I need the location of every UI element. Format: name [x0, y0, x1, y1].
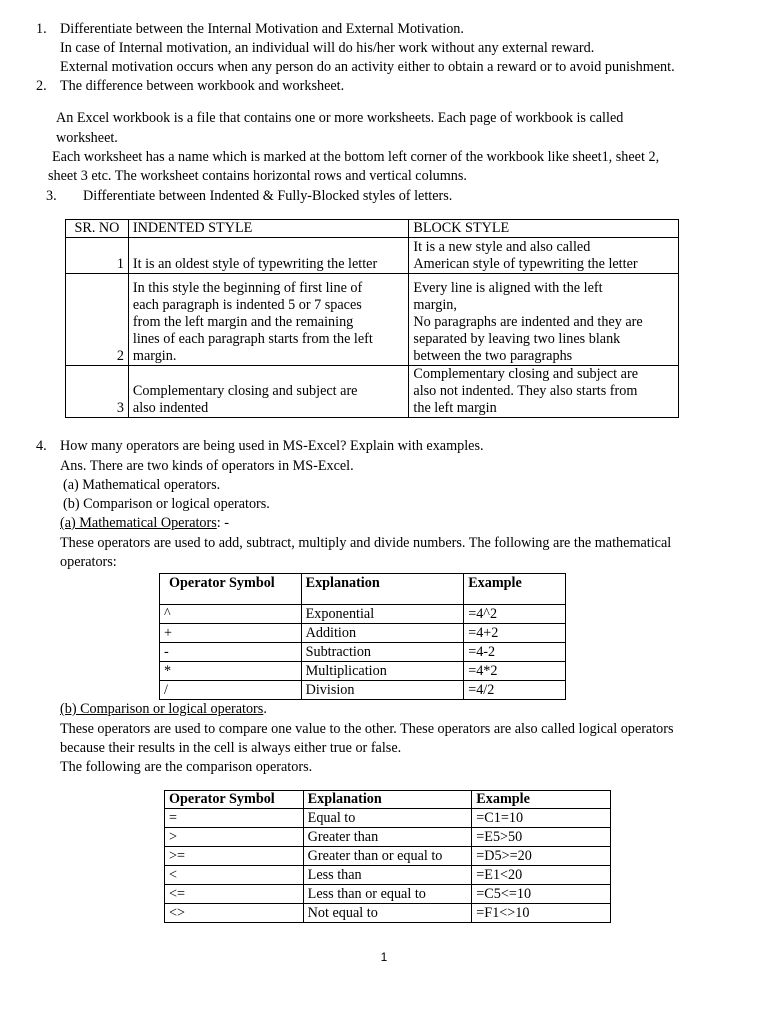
- cell-line: margin.: [132, 348, 177, 364]
- operator-explanation: Subtraction: [301, 643, 464, 662]
- q1-line-1: In case of Internal motivation, an individual will do his/her work without any external reward.: [60, 40, 595, 56]
- math-operators-heading: [60, 514, 229, 533]
- cell-line: In this style the beginning of first line of: [132, 280, 363, 296]
- operator-example: =E5>50: [472, 828, 611, 847]
- operator-symbol: *: [160, 662, 302, 681]
- table-row: [165, 885, 611, 904]
- row-indented-cell: [128, 366, 409, 418]
- comparison-operators-heading: [60, 700, 267, 719]
- operator-symbol: ^: [160, 605, 302, 624]
- cell-line: Every line is aligned with the left: [413, 280, 603, 296]
- table-row: [160, 643, 566, 662]
- cell-line: each paragraph is indented 5 or 7 spaces: [132, 297, 362, 313]
- table-header-row: [160, 574, 566, 605]
- q4-number: 4.: [36, 438, 47, 454]
- header-explanation: Explanation: [301, 574, 464, 605]
- operator-symbol: <: [165, 866, 304, 885]
- comparison-operators-table: [164, 790, 611, 923]
- cell-line: also indented: [132, 400, 209, 416]
- header-explanation: Explanation: [303, 791, 472, 809]
- table-row: [160, 605, 566, 624]
- table-row: [160, 624, 566, 643]
- comparison-operators-heading-text: (b) Comparison or logical operators: [60, 701, 264, 717]
- operator-explanation: Less than or equal to: [303, 885, 472, 904]
- q2-paragraph-2a: Each worksheet has a name which is marked at the bottom left corner of the workbook like sheet1, sheet 2,: [52, 149, 660, 165]
- cell-line: lines of each paragraph starts from the left: [132, 331, 373, 347]
- operator-example: =4-2: [464, 643, 566, 662]
- table-row: [160, 662, 566, 681]
- page-number: 1: [380, 950, 388, 964]
- row-block-cell: [409, 238, 679, 274]
- row-indented-cell: [128, 274, 409, 366]
- operator-example: =4^2: [464, 605, 566, 624]
- q3-number: 3.: [46, 188, 57, 204]
- cell-line: also not indented. They also starts from: [413, 383, 638, 399]
- row-block-cell: [409, 366, 679, 418]
- cell-line: Complementary closing and subject are: [132, 383, 358, 399]
- cell-line: from the left margin and the remaining: [132, 314, 354, 330]
- row-indented-cell: [128, 238, 409, 274]
- operator-symbol: >: [165, 828, 304, 847]
- row-sr-no: 1: [66, 238, 129, 274]
- q2-paragraph-1b: worksheet.: [56, 130, 118, 146]
- operator-symbol: =: [165, 809, 304, 828]
- table-row: [66, 274, 679, 366]
- operator-explanation: Division: [301, 681, 464, 700]
- q2-paragraph-2b: sheet 3 etc. The worksheet contains horizontal rows and vertical columns.: [48, 168, 467, 184]
- table-row: [165, 866, 611, 885]
- row-block-cell: [409, 274, 679, 366]
- operator-explanation: Multiplication: [301, 662, 464, 681]
- cell-line: Complementary closing and subject are: [413, 366, 638, 382]
- q4-answer: Ans. There are two kinds of operators in MS-Excel.: [60, 458, 354, 474]
- cell-line: It is an oldest style of typewriting the letter: [132, 256, 378, 272]
- operator-symbol: /: [160, 681, 302, 700]
- q1-number: 1.: [36, 21, 47, 37]
- header-operator-symbol: Operator Symbol: [160, 574, 302, 605]
- q1-title: Differentiate between the Internal Motivation and External Motivation.: [60, 21, 464, 37]
- q3-title: Differentiate between Indented & Fully-Blocked styles of letters.: [83, 188, 453, 204]
- table-row: [66, 366, 679, 418]
- operator-explanation: Not equal to: [303, 904, 472, 923]
- math-operators-desc-2: operators:: [60, 554, 117, 570]
- comparison-operators-heading-suffix: .: [263, 701, 267, 717]
- header-example: Example: [472, 791, 611, 809]
- operator-symbol: <>: [165, 904, 304, 923]
- header-operator-symbol: Operator Symbol: [165, 791, 304, 809]
- header-sr-no: SR. NO: [66, 220, 129, 238]
- operator-explanation: Exponential: [301, 605, 464, 624]
- operator-example: =4*2: [464, 662, 566, 681]
- table-header-row: [165, 791, 611, 809]
- comparison-operators-desc-3: The following are the comparison operators.: [60, 759, 313, 775]
- cell-line: It is a new style and also called: [413, 239, 591, 255]
- q4-title: How many operators are being used in MS-Excel? Explain with examples.: [60, 438, 484, 454]
- operator-symbol: >=: [165, 847, 304, 866]
- cell-line: No paragraphs are indented and they are: [413, 314, 643, 330]
- row-sr-no: 2: [66, 274, 129, 366]
- q2-paragraph-1a: An Excel workbook is a file that contains one or more worksheets. Each page of workbook is called: [56, 110, 624, 126]
- math-operators-desc-1: These operators are used to add, subtract, multiply and divide numbers. The following are the mathematical: [60, 535, 672, 551]
- row-sr-no: 3: [66, 366, 129, 418]
- math-operators-table: [159, 573, 566, 700]
- operator-explanation: Less than: [303, 866, 472, 885]
- cell-line: between the two paragraphs: [413, 348, 573, 364]
- cell-line: the left margin: [413, 400, 497, 416]
- operator-example: =C5<=10: [472, 885, 611, 904]
- operator-symbol: +: [160, 624, 302, 643]
- operator-symbol: -: [160, 643, 302, 662]
- operator-symbol: <=: [165, 885, 304, 904]
- operator-explanation: Greater than or equal to: [303, 847, 472, 866]
- cell-line: American style of typewriting the letter: [413, 256, 638, 272]
- operator-example: =4/2: [464, 681, 566, 700]
- operator-example: =E1<20: [472, 866, 611, 885]
- q4-option-a: (a) Mathematical operators.: [63, 477, 221, 493]
- math-operators-heading-suffix: : -: [216, 515, 229, 531]
- operator-example: =4+2: [464, 624, 566, 643]
- operator-explanation: Equal to: [303, 809, 472, 828]
- header-indented-style: INDENTED STYLE: [128, 220, 409, 238]
- table-row: [165, 809, 611, 828]
- operator-example: =C1=10: [472, 809, 611, 828]
- q2-title: The difference between workbook and worksheet.: [60, 78, 345, 94]
- table-row: [165, 828, 611, 847]
- letter-styles-table: [65, 219, 679, 418]
- cell-line: separated by leaving two lines blank: [413, 331, 621, 347]
- q1-line-2: External motivation occurs when any person do an activity either to obtain a reward or to avoid punishment.: [60, 59, 675, 75]
- table-header-row: [66, 220, 679, 238]
- operator-example: =F1<>10: [472, 904, 611, 923]
- q2-number: 2.: [36, 78, 47, 94]
- table-row: [66, 238, 679, 274]
- operator-explanation: Greater than: [303, 828, 472, 847]
- operator-explanation: Addition: [301, 624, 464, 643]
- cell-line: margin,: [413, 297, 457, 313]
- comparison-operators-desc-1: These operators are used to compare one value to the other. These operators are also called logical operators: [60, 721, 674, 737]
- table-row: [165, 847, 611, 866]
- math-operators-heading-text: (a) Mathematical Operators: [60, 515, 217, 531]
- q4-option-b: (b) Comparison or logical operators.: [63, 496, 270, 512]
- header-block-style: BLOCK STYLE: [409, 220, 679, 238]
- table-row: [165, 904, 611, 923]
- operator-example: =D5>=20: [472, 847, 611, 866]
- comparison-operators-desc-2: because their results in the cell is always either true or false.: [60, 740, 402, 756]
- table-row: [160, 681, 566, 700]
- header-example: Example: [464, 574, 566, 605]
